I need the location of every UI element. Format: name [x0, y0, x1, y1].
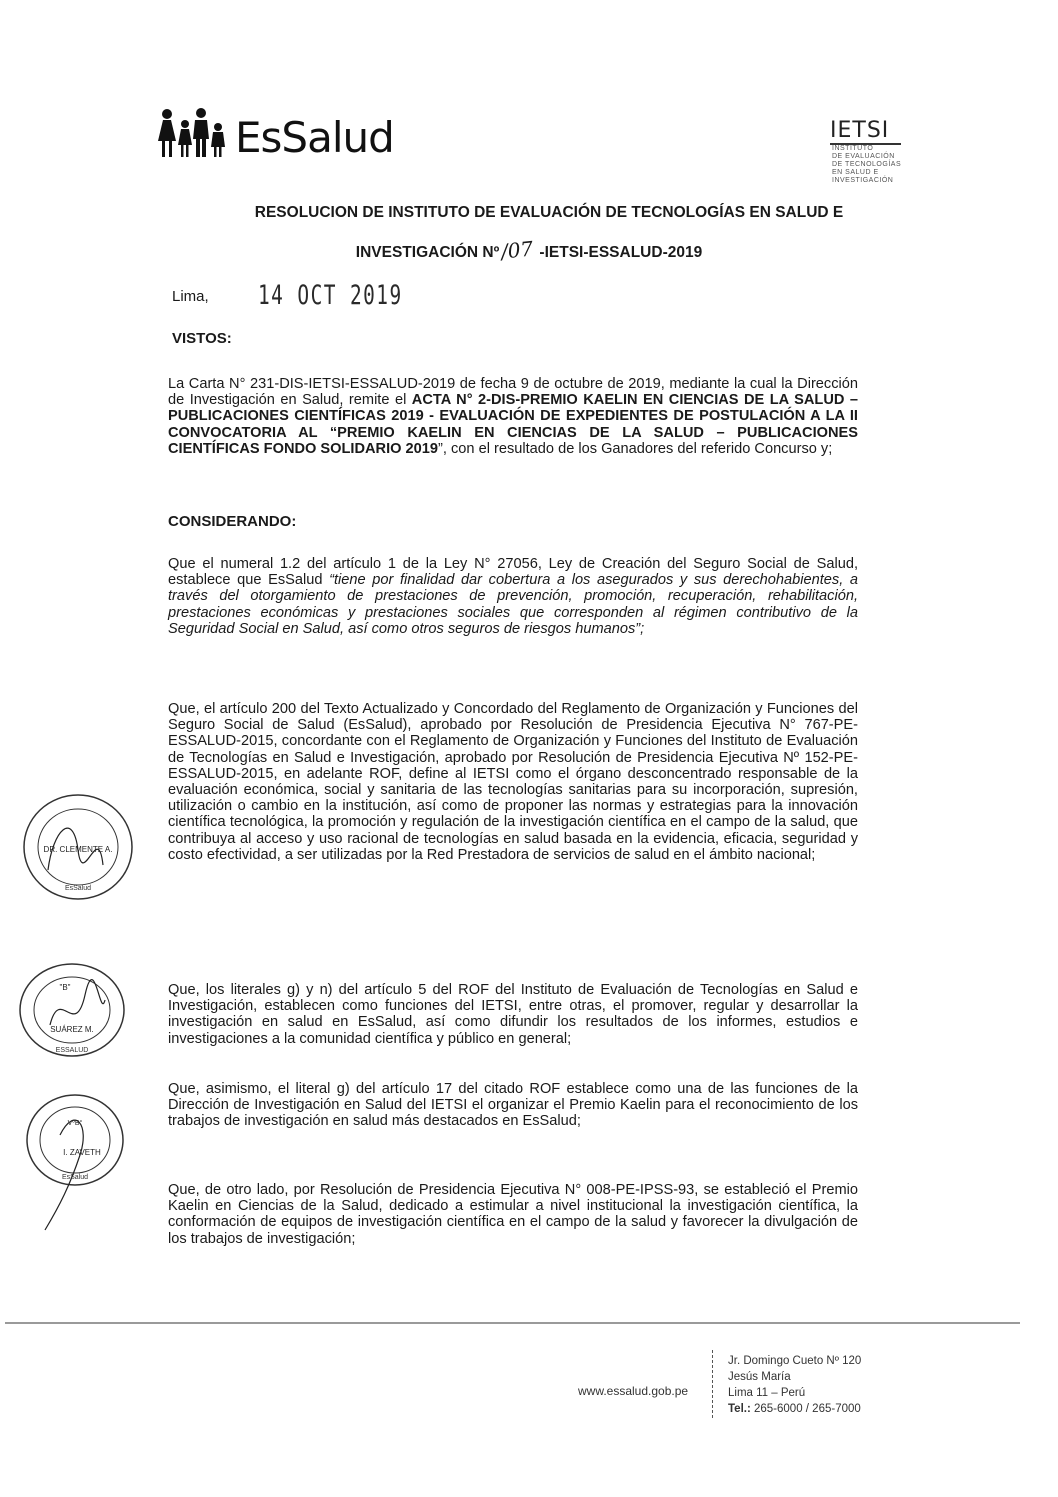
ietsi-subtitle-line: DE EVALUACIÓN — [832, 153, 895, 160]
signature-scribble — [50, 980, 105, 1025]
address-line: Jesús María — [728, 1371, 791, 1383]
considerando-heading: CONSIDERANDO: — [168, 513, 297, 530]
stamp-bottom-text: EsSalud — [61, 1174, 89, 1181]
family-figures-icon — [155, 105, 233, 161]
title-prefix: INVESTIGACIÓN Nº — [355, 244, 500, 261]
footer-divider — [5, 1322, 1020, 1324]
handwritten-resolution-number: /07 — [500, 236, 535, 264]
ietsi-subtitle-line: EN SALUD E — [832, 169, 879, 176]
stamp-center-text: I. ZAVETH — [63, 1148, 101, 1157]
stamp-bottom-text: EsSalud — [64, 885, 92, 892]
resolution-title-line1: RESOLUCION DE INSTITUTO DE EVALUACIÓN DE TECNOLOGÍAS EN SALUD E — [254, 204, 844, 221]
official-stamp-2 — [15, 960, 130, 1060]
ietsi-logo — [830, 120, 901, 185]
place-label: Lima, — [172, 288, 209, 305]
paragraph-text: Que el numeral 1.2 del artículo 1 de la Ley N° 27056, Ley de Creación del Seguro Social de Salud, establece que EsSalud — [168, 556, 858, 589]
footer-address-block — [728, 1353, 861, 1417]
ietsi-subtitle-line: DE TECNOLOGÍAS — [832, 161, 902, 168]
acta-reference: ACTA N° 2-DIS-PREMIO KAELIN EN CIENCIAS DE LA SALUD – PUBLICACIONES CIENTÍFICAS 2019 - EVALUACIÓN DE EXPEDIENTES DE POSTULACIÓN A LA II CONVOCATORIA AL “PREMIO KAELIN EN CIENCIAS DE LA SALUD – PUBLICACIONES CIENTÍFICAS FONDO SOLIDARIO 2019 — [168, 392, 858, 457]
stamp-letter: VºB° — [67, 1120, 83, 1127]
vistos-text-1: La Carta N° 231-DIS-IETSI-ESSALUD-2019 de fecha 9 de octubre de 2019, mediante la cual la Dirección de Investigación en Salud, remite el — [168, 376, 858, 409]
address-line: Jr. Domingo Cueto Nº 120 — [728, 1355, 862, 1367]
footer-separator — [712, 1350, 713, 1418]
ietsi-subtitle-line: INVESTIGACIÓN — [832, 177, 894, 184]
official-stamp-3 — [20, 1085, 130, 1235]
footer-website-link[interactable]: www.essalud.gob.pe — [578, 1384, 689, 1398]
stamped-date: 14 OCT 2019 — [258, 280, 403, 311]
vistos-heading: VISTOS: — [172, 330, 232, 347]
vistos-paragraph — [168, 376, 858, 457]
resolution-title-line2 — [0, 238, 1058, 262]
vistos-text-2: ”, con el resultado de los Ganadores del referido Concurso y; — [438, 440, 833, 457]
considerando-paragraph-3: Que, los literales g) y n) del artículo 5 del ROF del Instituto de Evaluación de Tecnologías en Salud e Investigación, establecen como funciones del IETSI, entre otras, el promover, regular y desarrollar la investigación en salud en EsSalud, así como difundir los resultados de los informes, estudios e investigaciones a la comunidad científica y público en general; — [168, 982, 858, 1047]
phone-label: Tel.: — [728, 1403, 751, 1415]
essalud-logo — [155, 105, 394, 161]
address-line: Lima 11 – Perú — [728, 1387, 806, 1399]
stamp-center-text: DR. CLEMENTE A. — [43, 845, 113, 854]
stamp-bottom-text: ESSALUD — [55, 1047, 89, 1054]
stamp-center-text: SUÁREZ M. — [50, 1025, 94, 1034]
phone-line — [728, 1401, 861, 1417]
ietsi-wordmark: IETSI — [830, 120, 901, 145]
title-suffix: -IETSI-ESSALUD-2019 — [539, 244, 703, 261]
law-quote: “tiene por finalidad dar cobertura a los asegurados y sus derechohabientes, a través del otorgamiento de prestaciones de prevención, promoción, recuperación, rehabilitación, prestaciones económicas y prestaciones sociales que corresponden al régimen contributivo de la Seguridad Social en Salud, así como otros seguros de riesgos humanos”; — [168, 572, 858, 637]
phone-numbers: 265-6000 / 265-7000 — [754, 1403, 861, 1415]
considerando-paragraph-1 — [168, 556, 858, 637]
official-stamp-1 — [18, 790, 138, 905]
logo-wordmark: EsSalud — [235, 113, 394, 162]
considerando-paragraph-2: Que, el artículo 200 del Texto Actualizado y Concordado del Reglamento de Organización y Funciones del Seguro Social de Salud (EsSalud), aprobado por Resolución de Presidencia Ejecutiva N° 767-PE-ESSALUD-2015, concordante con el Reglamento de Organización y Funciones del Instituto de Evaluación de Tecnologías en Salud e Investigación, aprobado por Resolución de Presidencia Ejecutiva Nº 152-PE-ESSALUD-2015, en adelante ROF, define al IETSI como el órgano desconcentrado responsable de la evaluación económica, social y sanitaria de las tecnologías sanitarias para su incorporación, supresión, utilización o cambio en la institución, así como de proponer las normas y estrategias para la innovación científica tecnológica, la promoción y regulación de la investigación científica en el campo de la salud, que contribuya al acceso y uso racional de tecnologías en salud basada en la evidencia, eficacia, seguridad y costo efectividad, a ser utilizadas por la Red Prestadora de servicios de salud en el ámbito nacional; — [168, 701, 858, 863]
considerando-paragraph-5: Que, de otro lado, por Resolución de Presidencia Ejecutiva N° 008-PE-IPSS-93, se estableció el Premio Kaelin en Ciencias de la Salud, dedicado a estimular a nivel institucional la investigación científica, la conformación de equipos de investigación científica en el campo de la salud y favorecer la divulgación de los trabajos de investigación; — [168, 1182, 858, 1247]
ietsi-subtitle-line: INSTITUTO — [832, 145, 874, 152]
stamp-letter: "B" — [59, 983, 71, 992]
considerando-paragraph-4: Que, asimismo, el literal g) del artículo 17 del citado ROF establece como una de las funciones de la Dirección de Investigación en Salud del IETSI el organizar el Premio Kaelin para el reconocimiento de los trabajos de investigación en salud más destacados en EsSalud; — [168, 1081, 858, 1130]
